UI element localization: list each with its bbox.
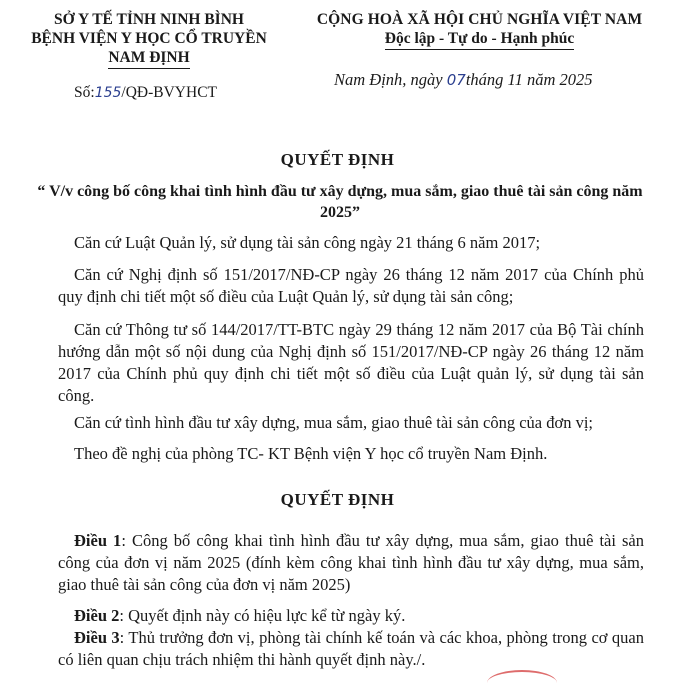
number-suffix: /QĐ-BVYHCT — [121, 84, 218, 101]
legal-basis-1: Căn cứ Luật Quản lý, sử dụng tài sản công ngày 21 tháng 6 năm 2017; — [74, 233, 541, 252]
document-subject: “ V/v công bố công khai tình hình đầu tư xây dựng, mua sắm, giao thuê tài sản công năm 2025” — [37, 183, 643, 221]
legal-basis-3: Căn cứ Thông tư số 144/2017/TT-BTC ngày 29 tháng 12 năm 2017 của Bộ Tài chính hướng dẫn một số nội dung của Nghị định số 151/2017/NĐ-CP ngày 26 tháng 12 năm 2017 của Chính phủ quy định chi tiết một số điều của Luật quản lý, sử dụng tài sản công. — [58, 320, 644, 405]
article-2 — [58, 605, 644, 627]
document-number — [74, 84, 217, 102]
place-and-date — [334, 70, 593, 90]
handwritten-number: 155 — [94, 85, 122, 101]
date-prefix: Nam Định, ngày — [334, 70, 447, 89]
nation-name: CỘNG HOÀ XÃ HỘI CHỦ NGHĨA VIỆT NAM — [316, 11, 643, 28]
article-1-text: : Công bố công khai tình hình đầu tư xây dựng, mua sắm, giao thuê tài sản công của đơn vị năm 2025 (đính kèm công khai tình hình đầu tư xây dựng, mua sắm, giao thuê tài sản công của đơn vị năm 2025) — [58, 531, 644, 594]
org-line-2: BỆNH VIỆN Y HỌC CỔ TRUYỀN — [31, 30, 267, 47]
article-1 — [58, 530, 644, 596]
national-heading — [292, 10, 667, 50]
article-2-text: : Quyết định này có hiệu lực kể từ ngày ký. — [119, 606, 406, 625]
issuing-organization — [14, 10, 284, 69]
handwritten-day: 07 — [446, 71, 466, 89]
article-3-label: Điều 3 — [74, 628, 120, 647]
number-prefix: Số: — [74, 84, 95, 101]
article-3 — [58, 627, 644, 671]
proposal-basis: Theo đề nghị của phòng TC- KT Bệnh viện Y học cổ truyền Nam Định. — [74, 444, 548, 463]
article-2-label: Điều 2 — [74, 606, 120, 625]
date-suffix: tháng 11 năm 2025 — [465, 70, 593, 89]
org-line-1: SỞ Y TẾ TỈNH NINH BÌNH — [54, 11, 244, 28]
article-3-text: : Thủ trưởng đơn vị, phòng tài chính kế toán và các khoa, phòng trong cơ quan có liên quan chịu trách nhiệm thi hành quyết định này./. — [58, 628, 644, 669]
article-1-label: Điều 1 — [74, 531, 122, 550]
national-motto: Độc lập - Tự do - Hạnh phúc — [385, 29, 574, 50]
document-title: QUYẾT ĐỊNH — [280, 150, 395, 169]
legal-basis-2: Căn cứ Nghị định số 151/2017/NĐ-CP ngày 26 tháng 12 năm 2017 của Chính phủ quy định chi tiết một số điều của Luật Quản lý, sử dụng tài sản công; — [58, 265, 644, 306]
org-line-3: NAM ĐỊNH — [108, 48, 189, 69]
legal-basis-4: Căn cứ tình hình đầu tư xây dựng, mua sắm, giao thuê tài sản công của đơn vị; — [74, 413, 593, 432]
red-seal-edge — [487, 670, 557, 696]
decision-heading: QUYẾT ĐỊNH — [280, 490, 395, 509]
